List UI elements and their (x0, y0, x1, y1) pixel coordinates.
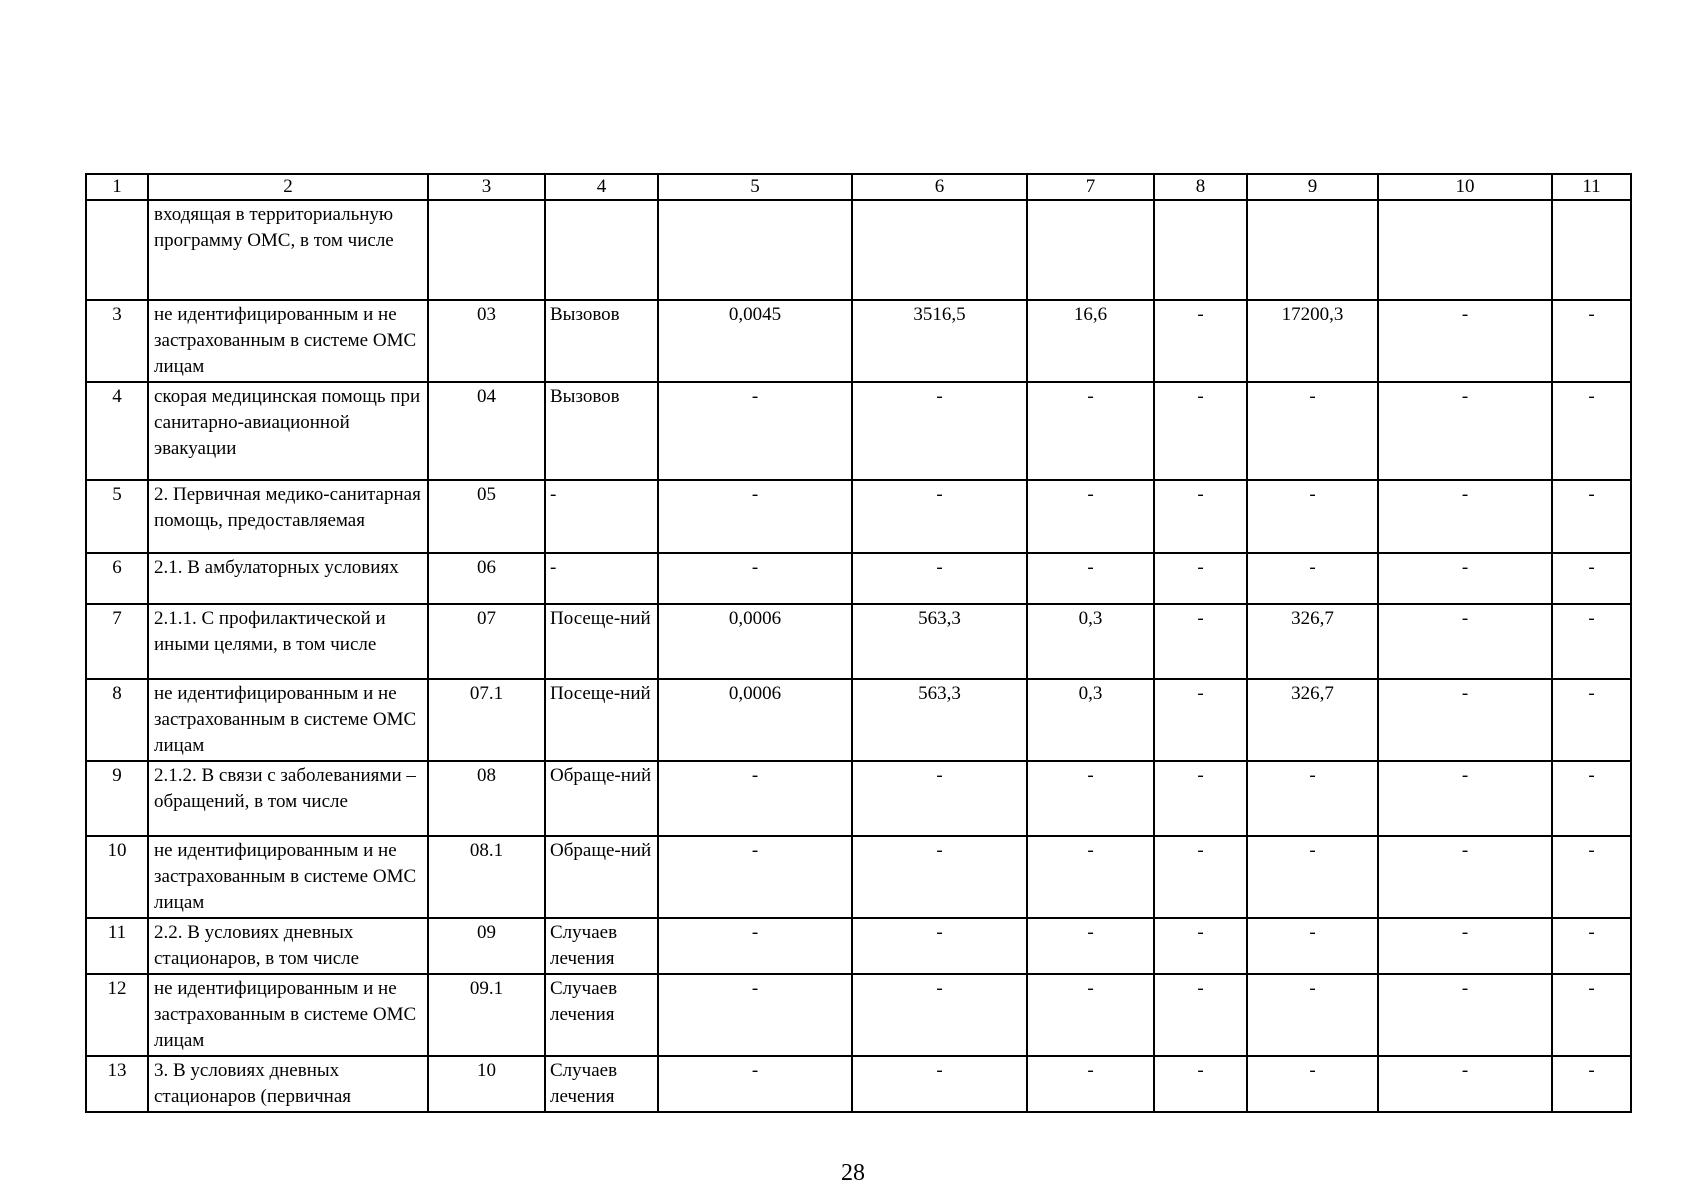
column-header: 10 (1378, 174, 1552, 200)
table-cell: - (1247, 1056, 1378, 1112)
table-cell: - (1027, 553, 1154, 604)
table-cell: 17200,3 (1247, 300, 1378, 382)
table-cell: 3 (86, 300, 148, 382)
table-cell: - (1027, 974, 1154, 1056)
table-cell: - (1154, 382, 1247, 480)
table-cell: 326,7 (1247, 679, 1378, 761)
table-cell (1378, 200, 1552, 300)
table-cell: - (1378, 761, 1552, 836)
table-cell: - (1552, 918, 1631, 974)
table-cell: - (658, 974, 852, 1056)
table-cell: входящая в территориальную программу ОМС, в том числе (148, 200, 428, 300)
table-cell: 12 (86, 974, 148, 1056)
table-cell: - (1378, 836, 1552, 918)
table-cell: 2.2. В условиях дневных стационаров, в том числе (148, 918, 428, 974)
table-cell: Случаев лечения (545, 1056, 658, 1112)
column-header: 3 (428, 174, 545, 200)
table-cell: - (852, 918, 1027, 974)
table-cell: 563,3 (852, 604, 1027, 679)
table-cell: - (1552, 836, 1631, 918)
table-cell: 16,6 (1027, 300, 1154, 382)
table-row (86, 200, 1631, 300)
table-cell: - (852, 1056, 1027, 1112)
table-cell: 06 (428, 553, 545, 604)
table-row (86, 480, 1631, 553)
table-cell: - (658, 382, 852, 480)
table-row (86, 382, 1631, 480)
table-cell: 07 (428, 604, 545, 679)
table-cell: - (1552, 679, 1631, 761)
table-cell: 0,0045 (658, 300, 852, 382)
column-header: 7 (1027, 174, 1154, 200)
column-header: 2 (148, 174, 428, 200)
table-row (86, 553, 1631, 604)
table-cell: - (1247, 918, 1378, 974)
table-cell: - (1247, 553, 1378, 604)
column-header: 9 (1247, 174, 1378, 200)
table-cell: Вызовов (545, 300, 658, 382)
table-cell: - (658, 918, 852, 974)
table-cell: - (1027, 761, 1154, 836)
table-cell: 05 (428, 480, 545, 553)
table-cell: - (1027, 918, 1154, 974)
table-cell: - (1378, 604, 1552, 679)
table-cell: 326,7 (1247, 604, 1378, 679)
table-cell: - (545, 480, 658, 553)
table-cell: 5 (86, 480, 148, 553)
table-cell: - (1552, 553, 1631, 604)
table-cell: - (852, 382, 1027, 480)
table-header-row (86, 174, 1631, 200)
table-cell: - (1154, 480, 1247, 553)
table-cell: - (1378, 1056, 1552, 1112)
table-cell: Посеще-ний (545, 604, 658, 679)
table-cell: 2.1.2. В связи с заболеваниями – обращений, в том числе (148, 761, 428, 836)
table-cell: Обраще-ний (545, 836, 658, 918)
table-cell: - (1378, 918, 1552, 974)
table-cell: 2.1.1. С профилактической и иными целями, в том числе (148, 604, 428, 679)
table-cell: - (1378, 480, 1552, 553)
table-row (86, 836, 1631, 918)
table-cell: - (545, 553, 658, 604)
column-header: 1 (86, 174, 148, 200)
table-cell: не идентифицированным и не застрахованным в системе ОМС лицам (148, 679, 428, 761)
table-cell: - (1154, 974, 1247, 1056)
table-cell: - (1154, 553, 1247, 604)
table-cell: - (1154, 836, 1247, 918)
table-cell: скорая медицинская помощь при санитарно-авиационной эвакуации (148, 382, 428, 480)
column-header: 11 (1552, 174, 1631, 200)
table-cell: - (852, 974, 1027, 1056)
table-cell: 0,0006 (658, 679, 852, 761)
table-cell: 13 (86, 1056, 148, 1112)
table-cell: - (1552, 604, 1631, 679)
table-cell (1154, 200, 1247, 300)
table-cell: 03 (428, 300, 545, 382)
table-cell: Случаев лечения (545, 974, 658, 1056)
table-cell: 6 (86, 553, 148, 604)
table-cell: - (658, 836, 852, 918)
table-cell: 2. Первичная медико-санитарная помощь, предоставляемая (148, 480, 428, 553)
table-cell: 11 (86, 918, 148, 974)
table-cell: 09 (428, 918, 545, 974)
table-cell: 07.1 (428, 679, 545, 761)
table-cell: 10 (86, 836, 148, 918)
table-cell (658, 200, 852, 300)
table-cell: - (1378, 300, 1552, 382)
table-row (86, 300, 1631, 382)
table-cell: - (1154, 679, 1247, 761)
table-cell: - (658, 480, 852, 553)
table-cell: 3. В условиях дневных стационаров (первичная (148, 1056, 428, 1112)
table-cell: 9 (86, 761, 148, 836)
table-cell (1552, 200, 1631, 300)
table-cell: 7 (86, 604, 148, 679)
table-cell: - (852, 836, 1027, 918)
table-cell: - (1552, 300, 1631, 382)
table-cell: не идентифицированным и не застрахованным в системе ОМС лицам (148, 974, 428, 1056)
table-cell: - (852, 480, 1027, 553)
table-cell (1027, 200, 1154, 300)
table-cell: - (852, 761, 1027, 836)
table-cell: - (1247, 382, 1378, 480)
table-cell (1247, 200, 1378, 300)
table-cell: - (1378, 679, 1552, 761)
table-row (86, 679, 1631, 761)
table-cell: - (1247, 836, 1378, 918)
table-cell: - (1247, 480, 1378, 553)
column-header: 6 (852, 174, 1027, 200)
table-cell: 04 (428, 382, 545, 480)
table-cell: Посеще-ний (545, 679, 658, 761)
table-cell: - (1247, 974, 1378, 1056)
table-cell: - (1378, 974, 1552, 1056)
column-header: 8 (1154, 174, 1247, 200)
table-cell: - (658, 1056, 852, 1112)
table-cell: - (1552, 1056, 1631, 1112)
table-cell: 0,0006 (658, 604, 852, 679)
column-header: 4 (545, 174, 658, 200)
table-cell: - (1027, 836, 1154, 918)
table-cell: 0,3 (1027, 679, 1154, 761)
table-cell: не идентифицированным и не застрахованным в системе ОМС лицам (148, 836, 428, 918)
column-header: 5 (658, 174, 852, 200)
table-cell: 8 (86, 679, 148, 761)
table-cell: - (1154, 1056, 1247, 1112)
table-cell: - (1154, 604, 1247, 679)
table-cell (86, 200, 148, 300)
table-cell: 08 (428, 761, 545, 836)
table-cell: 09.1 (428, 974, 545, 1056)
table-cell: - (1154, 300, 1247, 382)
table-cell: Обраще-ний (545, 761, 658, 836)
table-row (86, 761, 1631, 836)
table-cell: Случаев лечения (545, 918, 658, 974)
table-cell: 2.1. В амбулаторных условиях (148, 553, 428, 604)
table-row (86, 1056, 1631, 1112)
table-cell: Вызовов (545, 382, 658, 480)
table-cell: - (1027, 480, 1154, 553)
table-row (86, 974, 1631, 1056)
table-row (86, 918, 1631, 974)
table-cell: 4 (86, 382, 148, 480)
table-cell: - (1154, 918, 1247, 974)
table-cell (545, 200, 658, 300)
table-cell: - (1552, 974, 1631, 1056)
table-cell: - (1552, 761, 1631, 836)
table-cell: - (1378, 382, 1552, 480)
table-cell: - (1027, 382, 1154, 480)
table-cell: - (1552, 480, 1631, 553)
table-row (86, 604, 1631, 679)
table-cell: 3516,5 (852, 300, 1027, 382)
table-cell: 10 (428, 1056, 545, 1112)
page-number: 28 (841, 1160, 865, 1186)
table-cell (428, 200, 545, 300)
data-table (85, 173, 1632, 1113)
table-cell: - (658, 761, 852, 836)
table-cell: - (658, 553, 852, 604)
table-cell: - (852, 553, 1027, 604)
table-cell: 563,3 (852, 679, 1027, 761)
table-cell: - (1378, 553, 1552, 604)
table-cell: 0,3 (1027, 604, 1154, 679)
table-cell: - (1027, 1056, 1154, 1112)
table-cell: 08.1 (428, 836, 545, 918)
table-cell: - (1154, 761, 1247, 836)
table-cell: - (1552, 382, 1631, 480)
table-cell: - (1247, 761, 1378, 836)
table-cell (852, 200, 1027, 300)
table-cell: не идентифицированным и не застрахованным в системе ОМС лицам (148, 300, 428, 382)
